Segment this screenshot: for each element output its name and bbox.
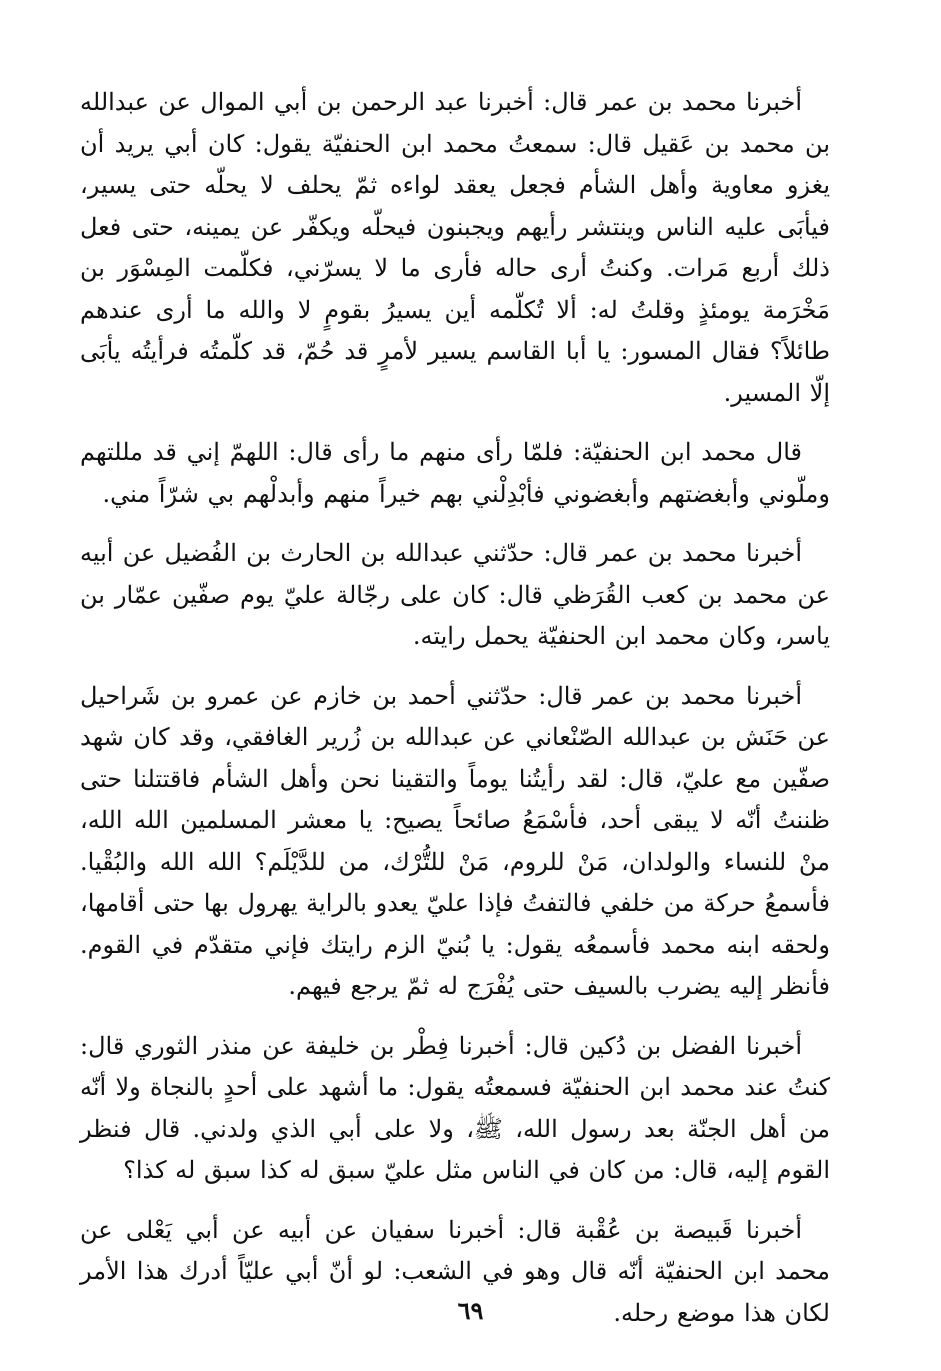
paragraph-2: قال محمد ابن الحنفيّة: فلمّا رأى منهم ما رأى قال: اللهمّ إني قد مللتهم وملّوني وأبغضتهم وأبغضوني فأبْدِلْني بهم خيراً منهم وأبدلْهم بي شرّاً مني. [80, 438, 830, 508]
paragraph-6: أخبرنا قَبيصة بن عُقْبة قال: أخبرنا سفيان عن أبيه عن أبي يَعْلى عن محمد ابن الحنفيّة أنّه قال وهو في الشعب: لو أنّ أبي عليّاً أدرك هذا الأمر لكان هذا موضع رحله. [80, 1215, 830, 1327]
paragraph-4: أخبرنا محمد بن عمر قال: حدّثني أحمد بن خازم عن عمرو بن شَراحيل عن حَنَش بن عبدالله الصّنْعاني عن عبدالله بن زُرير الغافقي، وقد كان شهد صفّين مع عليّ، قال: لقد رأيتُنا يوماً والتقينا نحن وأهل الشأم فاقتتلنا حتى ظننتُ أنّه لا يبقى أحد، فأسْمَعُ صائحاً يصيح: يا معشر المسلمين الله الله، منْ للنساء والولدان، مَنْ للروم، مَنْ للتُّرْك، من للدَّيْلَم؟ الله الله والبُقْيا. فأسمعُ حركة من خلفي فالتفتُ فإذا عليّ يعدو بالراية يهرول بها حتى أقامها، ولحقه ابنه محمد فأسمعُه يقول: يا بُنيّ الزم رايتك فإني متقدّم في القوم. فأنظر إليه يضرب بالسيف حتى يُفْرَج له ثمّ يرجع فيهم. [80, 681, 830, 1000]
page-body [80, 82, 830, 1352]
paragraph-3: أخبرنا محمد بن عمر قال: حدّثني عبدالله بن الحارث بن الفُضيل عن أبيه عن محمد بن كعب القُرَظي قال: كان على رجّالة عليّ يوم صفّين عمّار بن ياسر، وكان محمد ابن الحنفيّة يحمل رايته. [80, 539, 831, 650]
paragraph-5: أخبرنا الفضل بن دُكين قال: أخبرنا فِطْر بن خليفة عن منذر الثوري قال: كنتُ عند محمد ابن الحنفيّة فسمعتُه يقول: ما أشهد على أحدٍ بالنجاة ولا أنّه من أهل الجنّة بعد رسول الله، ﷺ، ولا على أبي الذي ولدني. قال فنظر القوم إليه، قال: من كان في الناس مثل عليّ سبق له كذا سبق له كذا؟ [80, 1031, 830, 1184]
page-number: ٦٩ [457, 1296, 484, 1325]
paragraph-1: أخبرنا محمد بن عمر قال: أخبرنا عبد الرحمن بن أبي الموال عن عبدالله بن محمد بن عَقيل قال: سمعتُ محمد ابن الحنفيّة يقول: كان أبي يريد أن يغزو معاوية وأهل الشأم فجعل يعقد لواءه ثمّ يحلف لا يحلّه حتى يسير، فيأبَى عليه الناس وينتشر رأيهم ويجبنون فيحلّه ويكفّر عن يمينه، حتى فعل ذلك أربع مَرات. وكنتُ أرى حاله فأرى ما لا يسرّني، فكلّمت المِسْوَر بن مَخْرَمة يومئذٍ وقلتُ له: ألا تُكلّمه أين يسيرُ بقومٍ لا والله ما أرى عندهم طائلاً؟ فقال المسور: يا أبا القاسم يسير لأمرٍ قد حُمّ، قد كلّمتُه فرأيتُه يأبَى إلّا المسير. [80, 88, 830, 407]
